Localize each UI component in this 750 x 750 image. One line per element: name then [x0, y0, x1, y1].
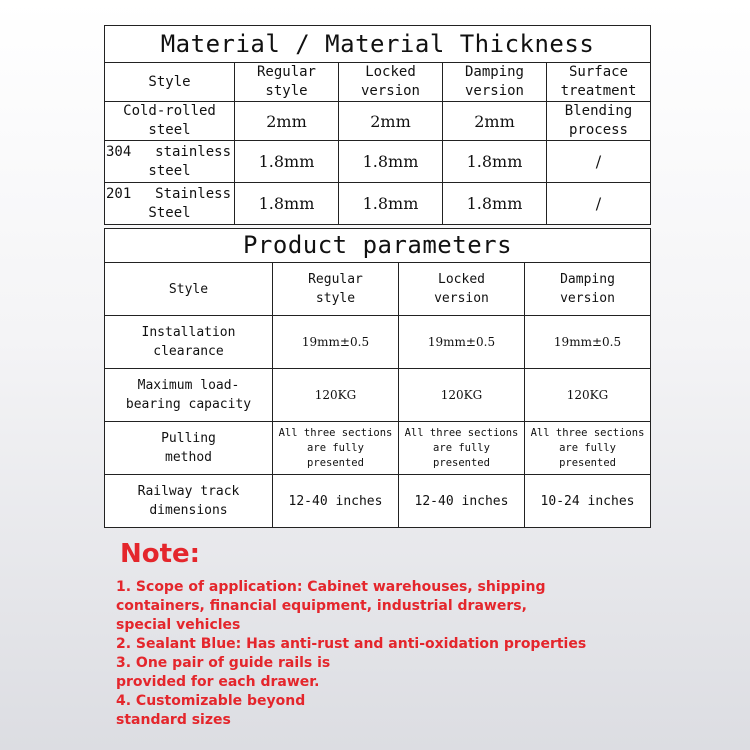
note-line: 3. One pair of guide rails is — [116, 655, 331, 671]
note-line: 2. Sealant Blue: Has anti-rust and anti-oxidation properties — [116, 636, 587, 652]
product-cell: 12-40 inches — [273, 475, 399, 528]
product-cell: 120KG — [273, 369, 399, 422]
note-line: special vehicles — [116, 617, 241, 633]
material-table-title: Material / Material Thickness — [105, 26, 651, 63]
material-cell: / — [547, 141, 651, 183]
product-header-style: Style — [105, 263, 273, 316]
product-row-label: Pulling method — [105, 422, 273, 475]
material-header-style: Style — [105, 63, 235, 102]
material-cell: 1.8mm — [443, 141, 547, 183]
note-line: provided for each drawer. — [116, 674, 320, 690]
product-header-damping: Damping version — [525, 263, 651, 316]
product-cell: All three sections are fully presented — [273, 422, 399, 475]
note-line: 4. Customizable beyond — [116, 693, 306, 709]
product-row-label: Maximum load-bearing capacity — [105, 369, 273, 422]
material-header-damping: Damping version — [443, 63, 547, 102]
product-header-locked: Locked version — [399, 263, 525, 316]
product-cell: 19mm±0.5 — [273, 316, 399, 369]
material-header-regular: Regular style — [235, 63, 339, 102]
material-header-locked: Locked version — [339, 63, 443, 102]
product-row-label: Installation clearance — [105, 316, 273, 369]
material-cell: 2mm — [339, 102, 443, 141]
product-cell: 12-40 inches — [399, 475, 525, 528]
material-cell: Blending process — [547, 102, 651, 141]
product-cell: 10-24 inches — [525, 475, 651, 528]
material-cell: 2mm — [235, 102, 339, 141]
notes-section — [116, 536, 586, 730]
note-line: containers, financial equipment, industrial drawers, — [116, 598, 527, 614]
material-row-label: 201 Stainless Steel — [105, 183, 235, 225]
product-table-title: Product parameters — [105, 229, 651, 263]
material-row-label: Cold-rolled steel — [105, 102, 235, 141]
material-cell: 1.8mm — [339, 141, 443, 183]
note-line: 1. Scope of application: Cabinet warehouses, shipping — [116, 579, 546, 595]
product-parameters-table — [104, 228, 651, 528]
material-header-surface: Surface treatment — [547, 63, 651, 102]
note-line: standard sizes — [116, 712, 231, 728]
product-cell: 120KG — [399, 369, 525, 422]
material-cell: / — [547, 183, 651, 225]
material-cell: 1.8mm — [235, 183, 339, 225]
material-cell: 1.8mm — [443, 183, 547, 225]
product-cell: 19mm±0.5 — [399, 316, 525, 369]
material-cell: 1.8mm — [339, 183, 443, 225]
material-thickness-table — [104, 25, 651, 225]
material-cell: 1.8mm — [235, 141, 339, 183]
material-cell: 2mm — [443, 102, 547, 141]
product-cell: All three sections are fully presented — [399, 422, 525, 475]
product-cell: 19mm±0.5 — [525, 316, 651, 369]
product-cell: All three sections are fully presented — [525, 422, 651, 475]
material-row-label: 304 stainless steel — [105, 141, 235, 183]
product-header-regular: Regular style — [273, 263, 399, 316]
product-row-label: Railway track dimensions — [105, 475, 273, 528]
notes-title: Note: — [120, 539, 201, 569]
product-cell: 120KG — [525, 369, 651, 422]
